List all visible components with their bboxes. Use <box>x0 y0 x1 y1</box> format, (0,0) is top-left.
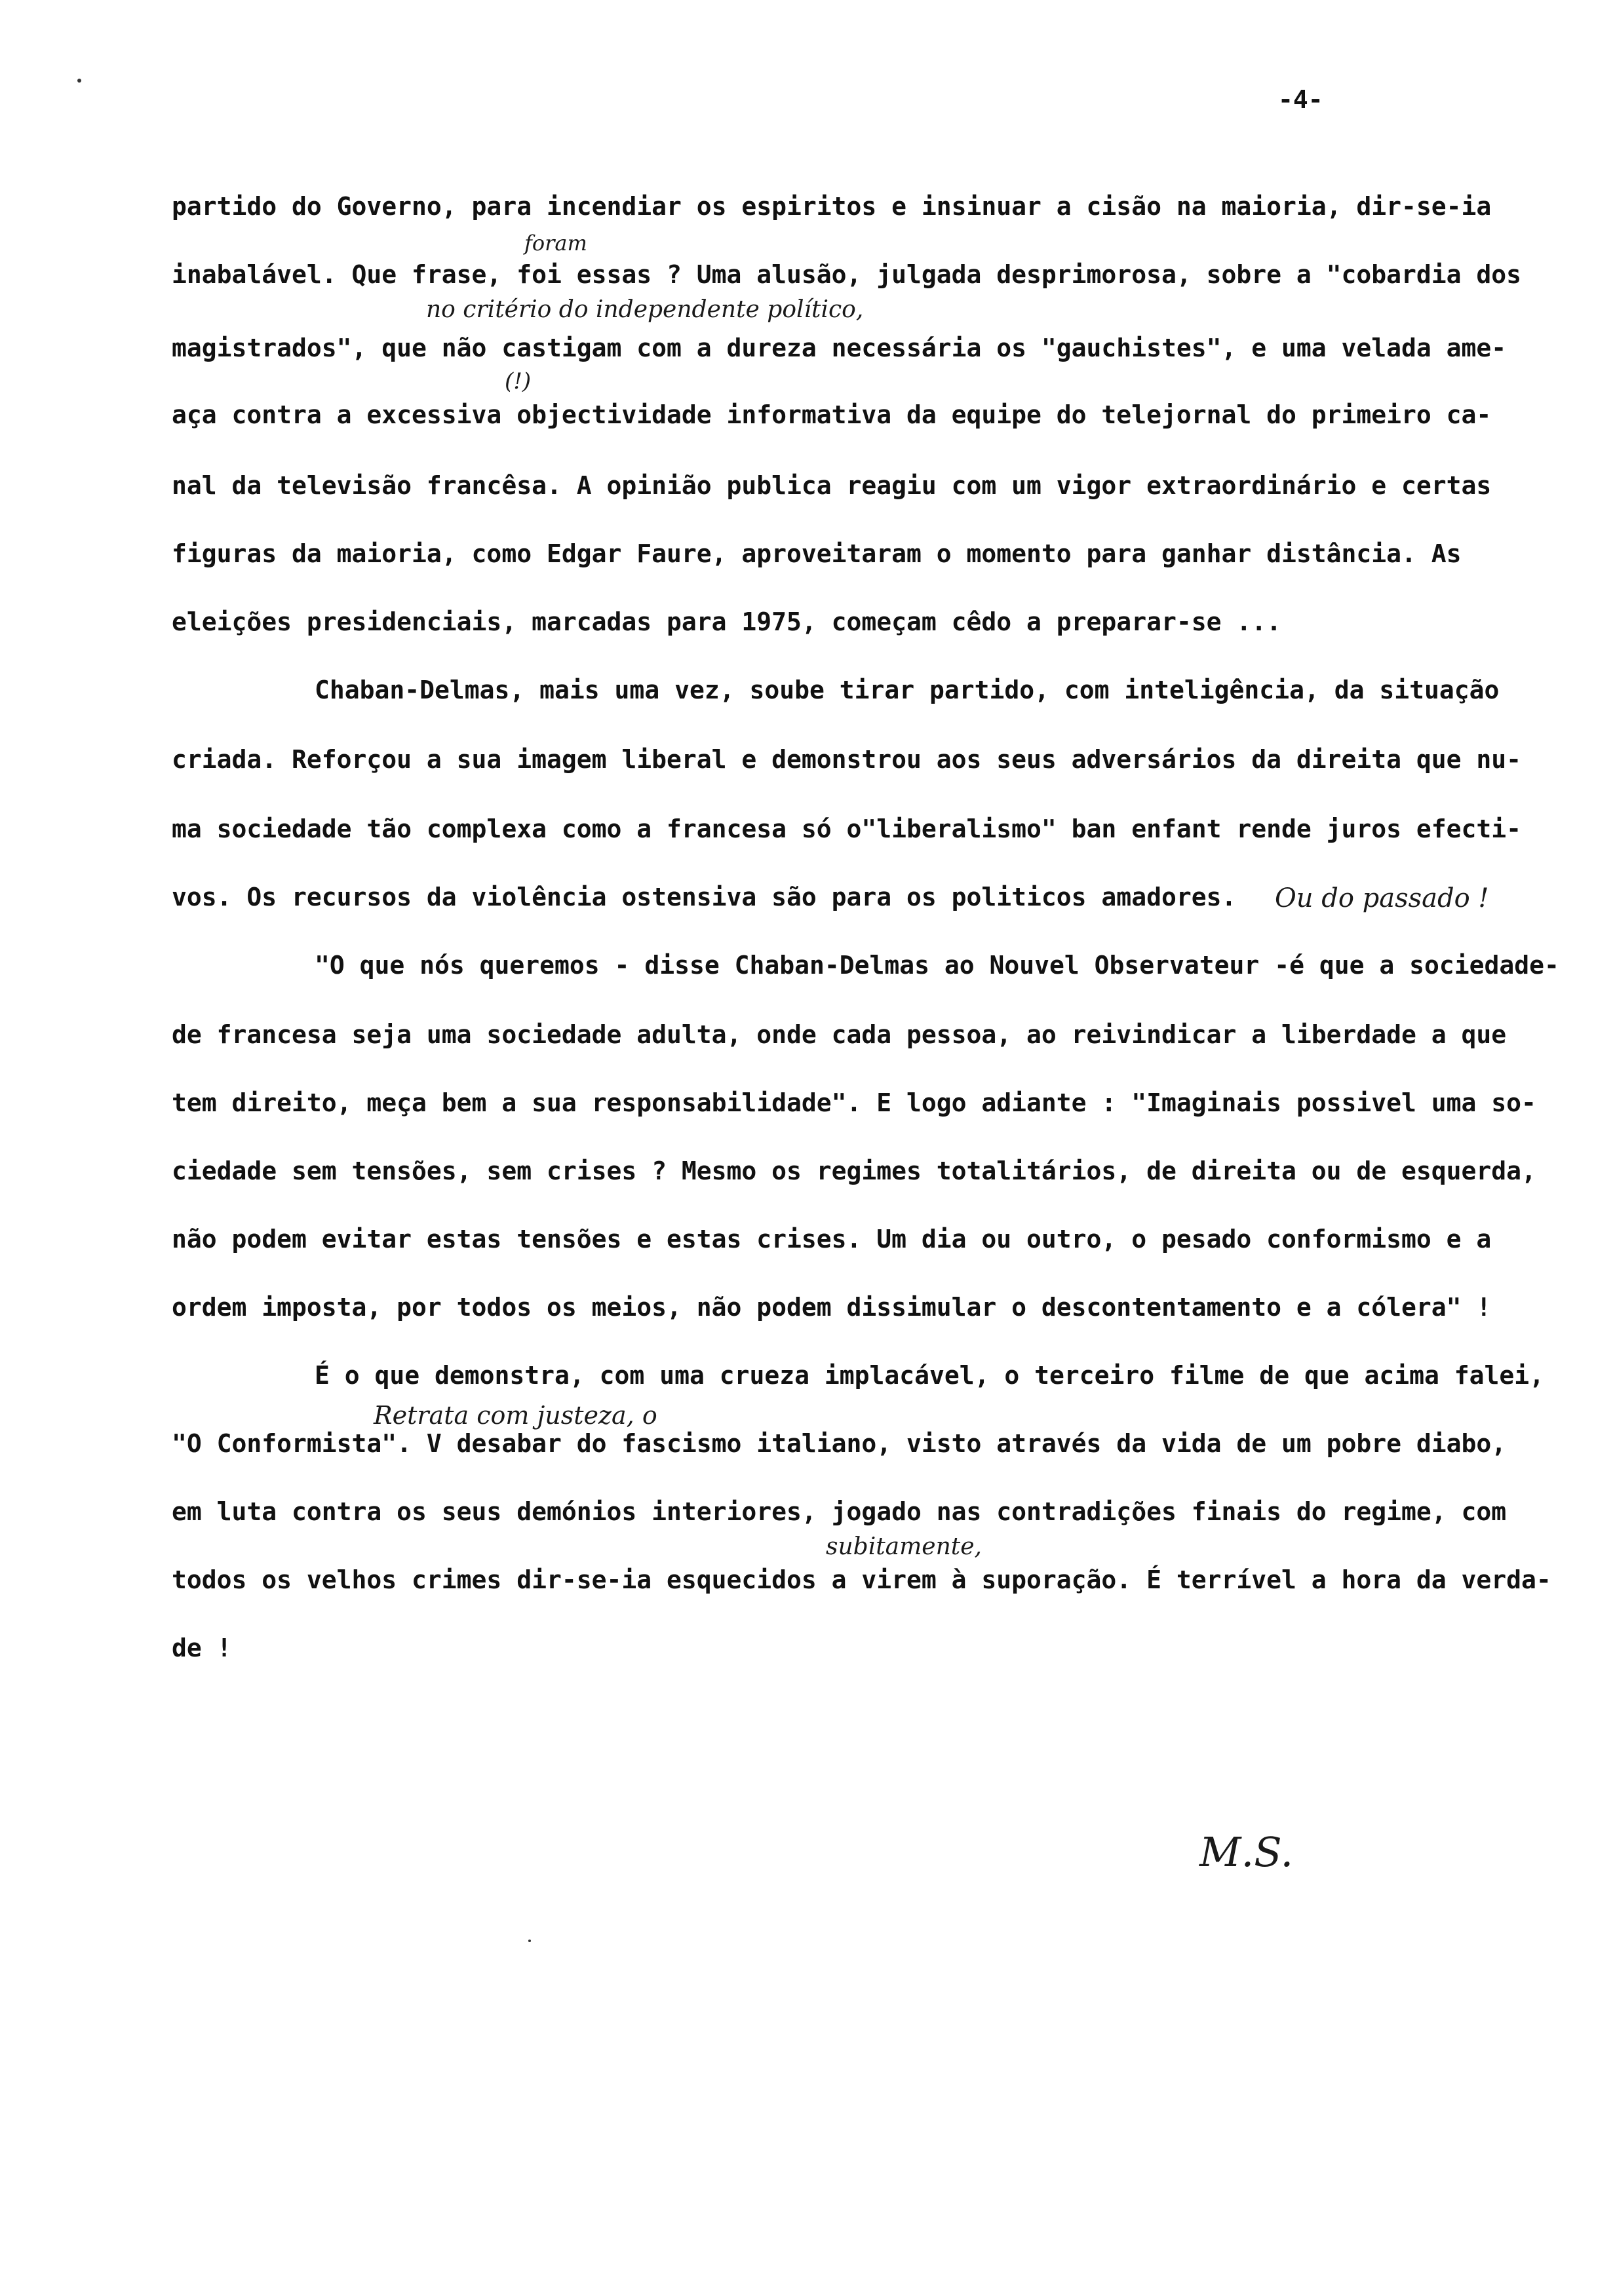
handwritten-note-criterio: no critério do independente político, <box>426 296 864 323</box>
text-line-2: inabalável. Que frase, foi essas ? Uma alusão, julgada desprimorosa, sobre a "cobardia dos <box>172 260 1522 289</box>
text-line-5: nal da televisão francêsa. A opinião publica reagiu com um vigor extraordinário e certas <box>172 471 1492 500</box>
text-line-4: aça contra a excessiva objectividade informativa da equipe do telejornal do primeiro ca- <box>172 400 1492 429</box>
text-line-10: ma sociedade tão complexa como a francesa só o"liberalismo" ban enfant rende juros efecti- <box>172 814 1522 843</box>
text-line-7: eleições presidenciais, marcadas para 1975, começam cêdo a preparar-se ... <box>172 607 1281 636</box>
text-line-15: ciedade sem tensões, sem crises ? Mesmo os regimes totalitários, de direita ou de esquerda, <box>172 1157 1536 1185</box>
handwritten-note-subitamente: subitamente, <box>826 1533 982 1560</box>
handwritten-note-exclamation: (!) <box>505 368 532 394</box>
scan-speck <box>528 1940 531 1942</box>
text-line-21: todos os velhos crimes dir-se-ia esquecidos a virem à suporação. É terrível a hora da verda- <box>172 1565 1551 1594</box>
text-line-8: Chaban-Delmas, mais uma vez, soube tirar partido, com inteligência, da situação <box>315 676 1500 704</box>
text-line-16: não podem evitar estas tensões e estas crises. Um dia ou outro, o pesado conformismo e a <box>172 1225 1492 1253</box>
text-line-20: em luta contra os seus demónios interiores, jogado nas contradições finais do regime, com <box>172 1497 1507 1526</box>
text-line-3: magistrados", que não castigam com a dureza necessária os "gauchistes", e uma velada ame- <box>172 334 1507 362</box>
text-line-11: vos. Os recursos da violência ostensiva são para os politicos amadores. <box>172 883 1237 911</box>
scan-speck <box>77 79 81 83</box>
handwritten-signature: M.S. <box>1199 1828 1294 1876</box>
text-line-22: de ! <box>172 1634 232 1662</box>
text-line-13: de francesa seja uma sociedade adulta, onde cada pessoa, ao reivindicar a liberdade a que <box>172 1020 1507 1049</box>
text-line-1: partido do Governo, para incendiar os espiritos e insinuar a cisão na maioria, dir-se-ia <box>172 192 1492 221</box>
handwritten-note-retrata: Retrata com justeza, o <box>374 1401 657 1430</box>
text-line-17: ordem imposta, por todos os meios, não podem dissimular o descontentamento e a cólera" ! <box>172 1293 1492 1322</box>
text-line-14: tem direito, meça bem a sua responsabilidade". E logo adiante : "Imaginais possivel uma so- <box>172 1088 1536 1117</box>
handwritten-note-passado: Ou do passado ! <box>1275 883 1489 913</box>
text-line-9: criada. Reforçou a sua imagem liberal e demonstrou aos seus adversários da direita que nu- <box>172 745 1522 774</box>
text-line-18: É o que demonstra, com uma crueza implacável, o terceiro filme de que acima falei, <box>315 1361 1544 1390</box>
handwritten-note-foram: foram <box>524 231 587 256</box>
text-line-19: "O Conformista". V desabar do fascismo italiano, visto através da vida de um pobre diabo, <box>172 1429 1507 1458</box>
text-line-6: figuras da maioria, como Edgar Faure, aproveitaram o momento para ganhar distância. As <box>172 539 1462 568</box>
page-number: -4- <box>1278 85 1323 114</box>
text-line-12: "O que nós queremos - disse Chaban-Delmas ao Nouvel Observateur -é que a sociedade- <box>315 951 1559 980</box>
